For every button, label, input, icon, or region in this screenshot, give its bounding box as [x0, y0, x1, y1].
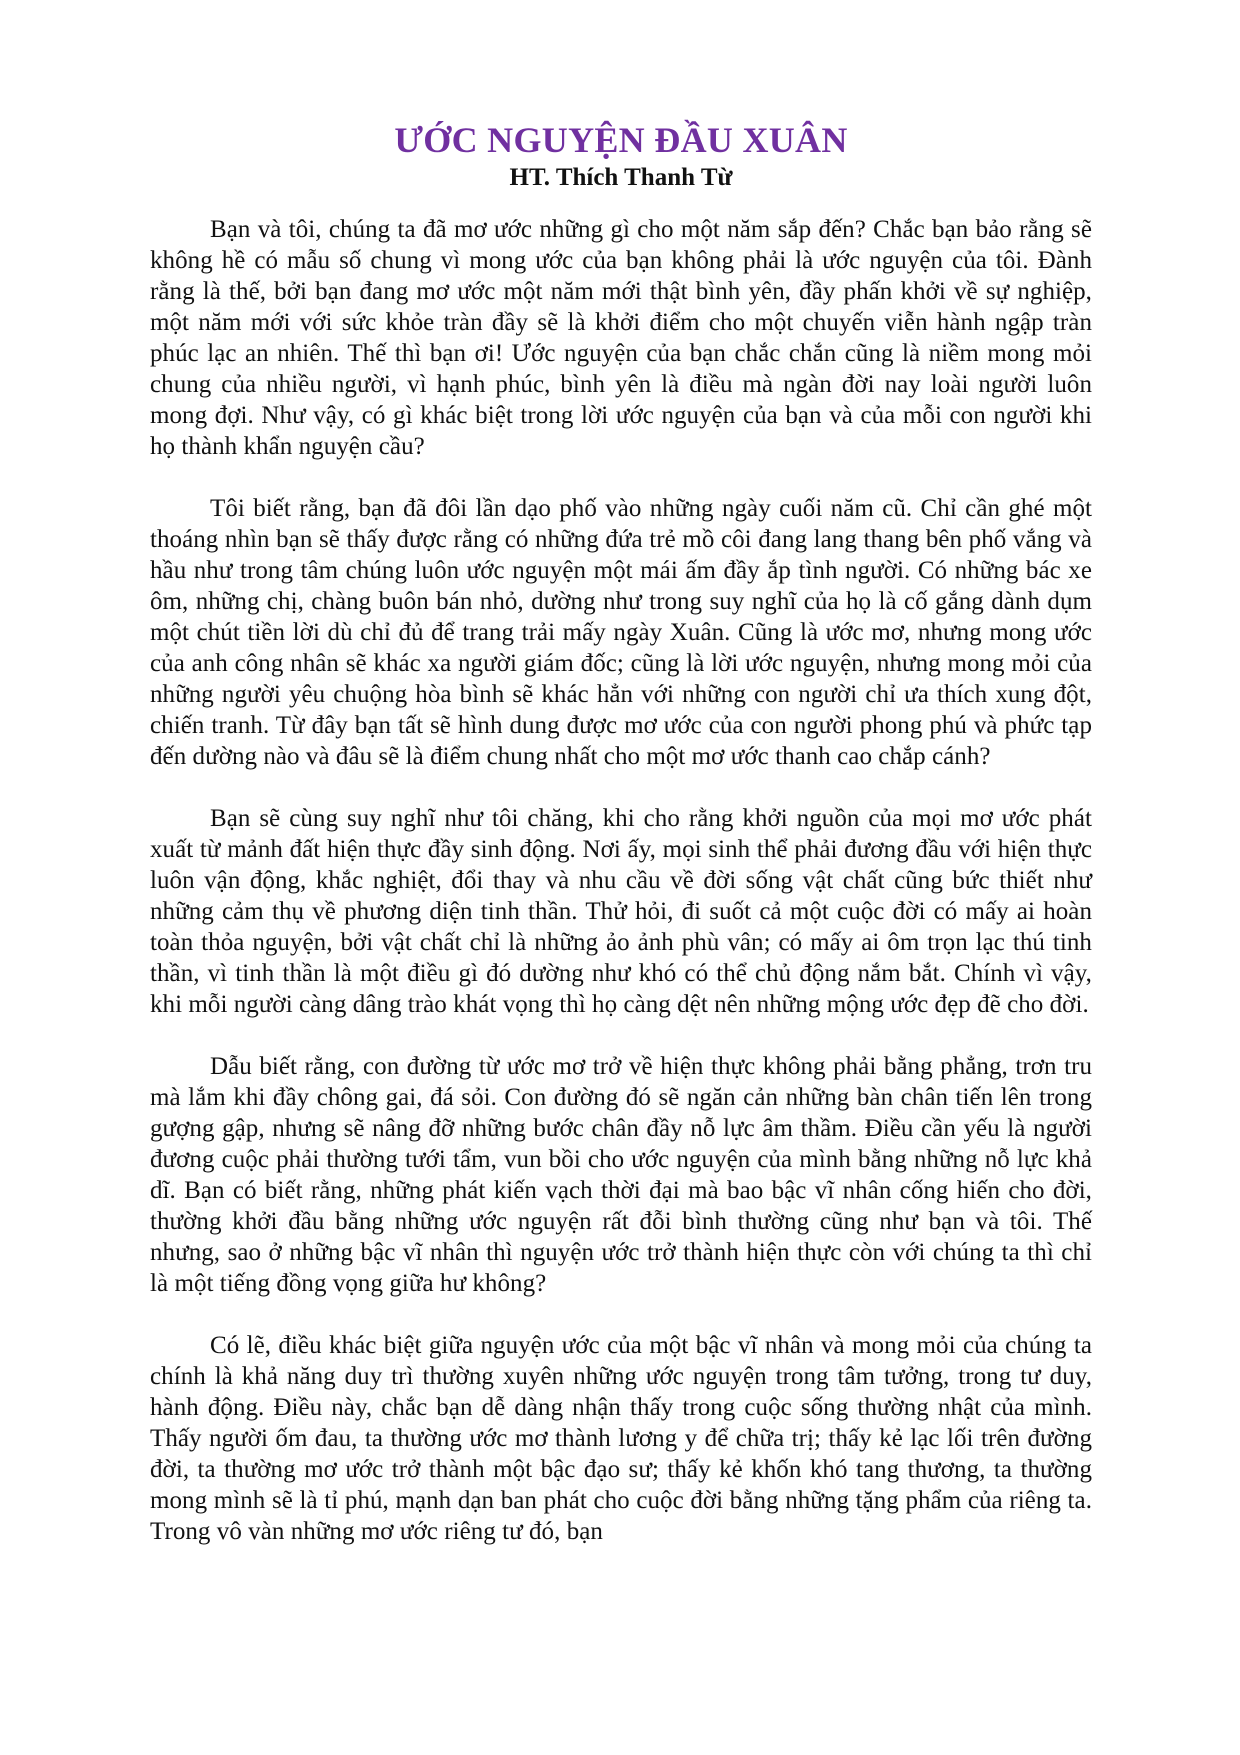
- paragraph-3: Bạn sẽ cùng suy nghĩ như tôi chăng, khi cho rằng khởi nguồn của mọi mơ ước phát xuất từ mảnh đất hiện thực đầy sinh động. Nơi ấy, mọi sinh thể phải đương đầu với hiện thực luôn vận động, khắc nghiệt, đổi thay và nhu cầu về đời sống vật chất cũng bức thiết như những cảm thụ về phương diện tinh thần. Thử hỏi, đi suốt cả một cuộc đời có mấy ai hoàn toàn thỏa nguyện, bởi vật chất chỉ là những ảo ảnh phù vân; có mấy ai ôm trọn lạc thú tinh thần, vì tinh thần là một điều gì đó dường như khó có thể chủ động nắm bắt. Chính vì vậy, khi mỗi người càng dâng trào khát vọng thì họ càng dệt nên những mộng ước đẹp đẽ cho đời.: [150, 805, 1092, 1018]
- document-author: HT. Thích Thanh Từ: [509, 164, 733, 191]
- document-body: [150, 214, 1092, 1547]
- paragraph-5: Có lẽ, điều khác biệt giữa nguyện ước của một bậc vĩ nhân và mong mỏi của chúng ta chính là khả năng duy trì thường xuyên những ước nguyện trong tâm tưởng, trong tư duy, hành động. Điều này, chắc bạn dễ dàng nhận thấy trong cuộc sống thường nhật của mình. Thấy người ốm đau, ta thường ước mơ thành lương y để chữa trị; thấy kẻ lạc lối trên đường đời, ta thường mơ ước trở thành một bậc đạo sư; thấy kẻ khốn khó tang thương, ta thường mong mình sẽ là tỉ phú, mạnh dạn ban phát cho cuộc đời bằng những tặng phẩm của riêng ta. Trong vô vàn những mơ ước riêng tư đó, bạn: [150, 1332, 1092, 1545]
- paragraph-2: Tôi biết rằng, bạn đã đôi lần dạo phố vào những ngày cuối năm cũ. Chỉ cần ghé một thoáng nhìn bạn sẽ thấy được rằng có những đứa trẻ mồ côi đang lang thang bên phố vắng và hầu như trong tâm chúng luôn ước nguyện một mái ấm đầy ắp tình người. Có những bác xe ôm, những chị, chàng buôn bán nhỏ, dường như trong suy nghĩ của họ là cố gắng dành dụm một chút tiền lời dù chỉ đủ để trang trải mấy ngày Xuân. Cũng là ước mơ, nhưng mong ước của anh công nhân sẽ khác xa người giám đốc; cũng là lời ước nguyện, nhưng mong mỏi của những người yêu chuộng hòa bình sẽ khác hẳn với những con người chỉ ưa thích xung đột, chiến tranh. Từ đây bạn tất sẽ hình dung được mơ ước của con người phong phú và phức tạp đến dường nào và đâu sẽ là điểm chung nhất cho một mơ ước thanh cao chắp cánh?: [150, 495, 1092, 770]
- document-page: [150, 118, 1092, 1547]
- paragraph-1: Bạn và tôi, chúng ta đã mơ ước những gì cho một năm sắp đến? Chắc bạn bảo rằng sẽ không hề có mẫu số chung vì mong ước của bạn không phải là ước nguyện của tôi. Đành rằng là thế, bởi bạn đang mơ ước một năm mới thật bình yên, đầy phấn khởi về sự nghiệp, một năm mới với sức khỏe tràn đầy sẽ là khởi điểm cho một chuyến viễn hành ngập tràn phúc lạc an nhiên. Thế thì bạn ơi! Ước nguyện của bạn chắc chắn cũng là niềm mong mỏi chung của nhiều người, vì hạnh phúc, bình yên là điều mà ngàn đời nay loài người luôn mong đợi. Như vậy, có gì khác biệt trong lời ước nguyện của bạn và của mỗi con người khi họ thành khẩn nguyện cầu?: [150, 216, 1092, 460]
- document-title: ƯỚC NGUYỆN ĐẦU XUÂN: [394, 120, 848, 160]
- paragraph-4: Dẫu biết rằng, con đường từ ước mơ trở về hiện thực không phải bằng phẳng, trơn tru mà lắm khi đầy chông gai, đá sỏi. Con đường đó sẽ ngăn cản những bàn chân tiến lên trong gượng gập, nhưng sẽ nâng đỡ những bước chân đầy nỗ lực âm thầm. Điều cần yếu là người đương cuộc phải thường tưới tẩm, vun bồi cho ước nguyện của mình bằng những nỗ lực khả dĩ. Bạn có biết rằng, những phát kiến vạch thời đại mà bao bậc vĩ nhân cống hiến cho đời, thường khởi đầu bằng những ước nguyện rất đỗi bình thường cũng như bạn và tôi. Thế nhưng, sao ở những bậc vĩ nhân thì nguyện ước trở thành hiện thực còn với chúng ta thì chỉ là một tiếng đồng vọng giữa hư không?: [150, 1053, 1092, 1297]
